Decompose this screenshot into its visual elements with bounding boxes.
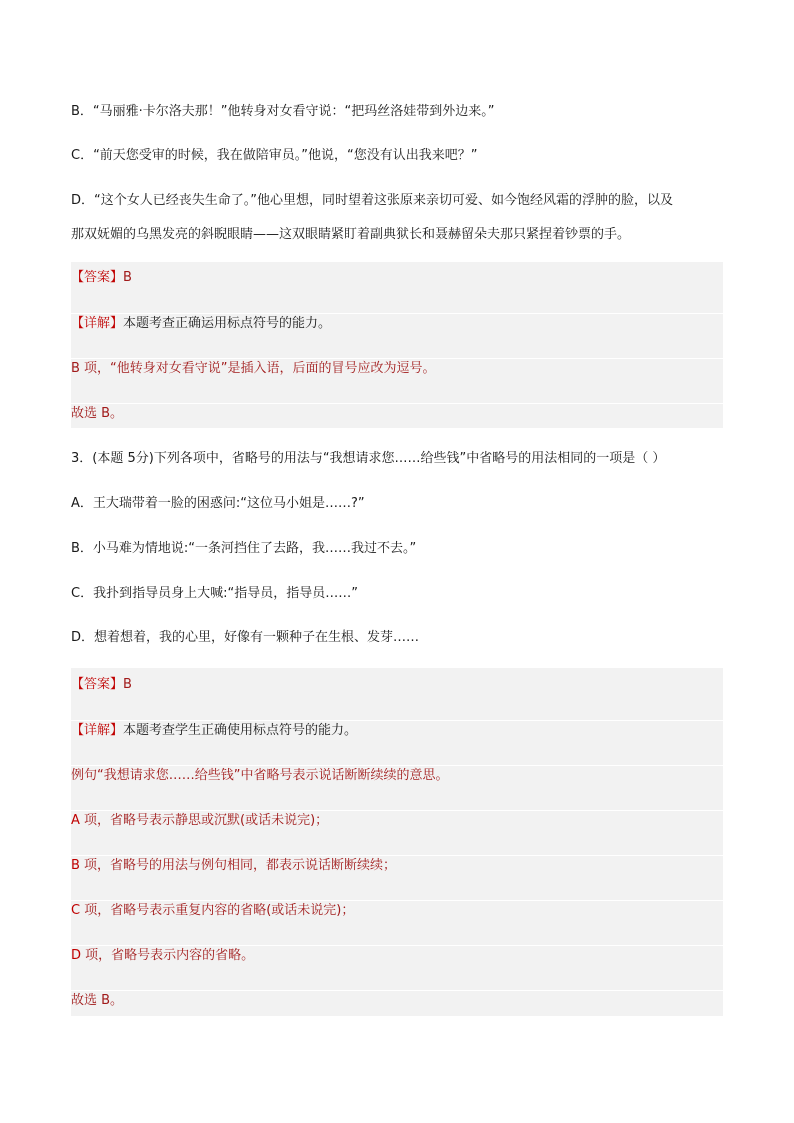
q2-option-d-line1: D．“这个女人已经丧失生命了。”他心里想，同时望着这张原来亲切可爱、如今饱经风霜的浮肿的脸，以及 (71, 193, 673, 208)
q2-option-b: B．“马丽雅·卡尔洛夫那！”他转身对女看守说：“把玛丝洛娃带到外边来。” (71, 104, 495, 119)
analysis-text: 项，省略号的用法与例句相同，都表示说话断断续续； (79, 858, 397, 873)
analysis-text: 项，省略号表示重复内容的省略(或话未说完)； (80, 903, 355, 918)
answer-tag: 【答案】 (71, 270, 124, 285)
q3-detail-row (71, 720, 723, 741)
detail-tag: 【详解】 (71, 316, 124, 331)
q3-analysis-d (71, 945, 723, 966)
q3-analysis-a (71, 810, 723, 831)
analysis-text: 项，省略号表示静思或沉默(或话未说完)； (79, 813, 329, 828)
detail-text: 本题考查学生正确使用标点符号的能力。 (123, 723, 358, 738)
option-label: C (71, 903, 81, 918)
q3-option-a: A．王大瑞带着一脸的困惑问:“这位马小姐是……?” (71, 496, 365, 511)
q2-analysis: B 项，“他转身对女看守说”是插入语，后面的冒号应改为逗号。 (71, 358, 723, 379)
q3-analysis-c (71, 900, 723, 921)
q3-option-c: C．我扑到指导员身上大喊:“指导员，指导员……” (71, 586, 358, 601)
detail-text: 本题考查正确运用标点符号的能力。 (123, 316, 332, 331)
answer-tag: 【答案】 (71, 677, 124, 692)
q2-detail-row (71, 313, 723, 334)
option-label: D (71, 948, 82, 963)
q2-conclusion: 故选 B。 (71, 403, 723, 424)
analysis-text: 项，省略号表示内容的省略。 (81, 948, 255, 963)
q2-option-c: C．“前天您受审的时候，我在做陪审员。”他说，“您没有认出我来吧？” (71, 148, 478, 163)
answer-value: B (123, 270, 132, 285)
q2-answer-box (71, 262, 723, 428)
q2-option-d-line2: 那双妩媚的乌黑发亮的斜睨眼睛——这双眼睛紧盯着副典狱长和聂赫留朵夫那只紧捏着钞票的手。 (71, 227, 631, 242)
q2-answer-row (71, 268, 723, 288)
q3-stem: 3．(本题 5分)下列各项中，省略号的用法与“我想请求您……给些钱”中省略号的用法相同的一项是（ ） (71, 451, 666, 466)
q3-analysis-b (71, 855, 723, 876)
option-label: B (71, 858, 80, 873)
detail-tag: 【详解】 (71, 723, 124, 738)
q3-option-b: B．小马难为情地说:“一条河挡住了去路，我……我过不去。” (71, 541, 417, 556)
q3-option-d: D．想着想着，我的心里，好像有一颗种子在生根、发芽…… (71, 630, 420, 645)
q3-answer-box (71, 668, 723, 1016)
option-label: A (71, 813, 80, 828)
answer-value: B (123, 677, 132, 692)
q3-conclusion: 故选 B。 (71, 990, 723, 1011)
q3-answer-row (71, 675, 723, 695)
q3-example: 例句“我想请求您……给些钱”中省略号表示说话断断续续的意思。 (71, 765, 723, 786)
